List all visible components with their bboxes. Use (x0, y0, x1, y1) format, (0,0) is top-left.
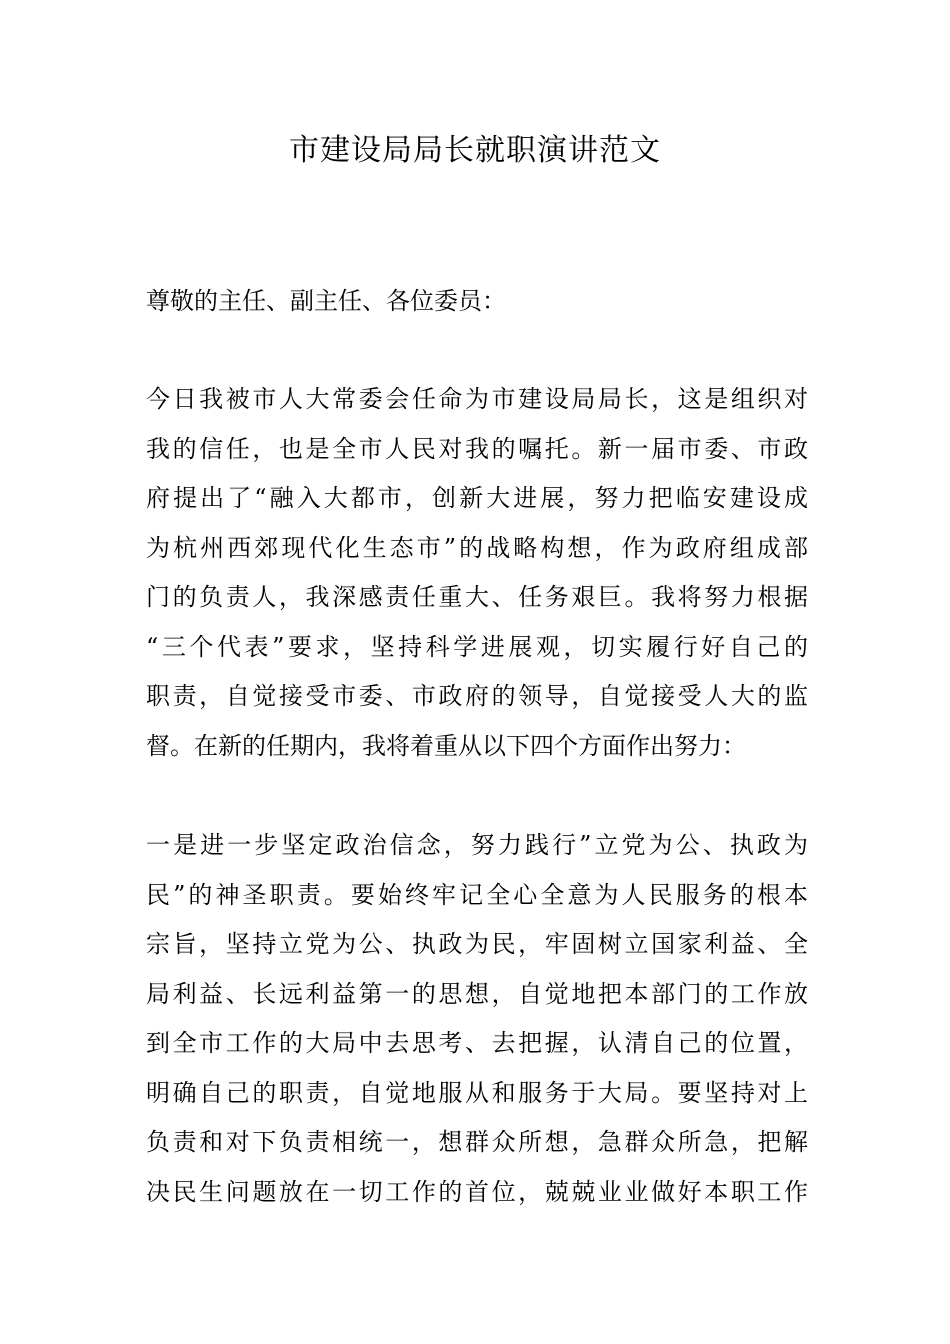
greeting-text: 尊敬的主任、副主任、各位委员： (146, 287, 506, 315)
paragraph-line: 局利益、长远利益第一的思想，自觉地把本部门的工作放 (146, 979, 808, 1008)
paragraph-line: “三个代表”要求，坚持科学进展观，切实履行好自己的 (146, 632, 808, 661)
paragraph-line: 到全市工作的大局中去思考、去把握，认清自己的位置， (146, 1029, 808, 1057)
paragraph-line: 门的负责人，我深感责任重大、任务艰巨。我将努力根据 (146, 583, 808, 611)
greeting-line (146, 277, 808, 327)
paragraph-line: 民”的神圣职责。要始终牢记全心全意为人民服务的根本 (146, 880, 808, 909)
paragraph-line: 府提出了“融入大都市，创新大进展，努力把临安建设成 (146, 484, 808, 512)
document-title: 市建设局局长就职演讲范文 (289, 133, 661, 168)
paragraph-line: 一是进一步坚定政治信念，努力践行”立党为公、执政为 (146, 831, 808, 859)
paragraph-line: 为杭州西郊现代化生态市”的战略构想，作为政府组成部 (146, 533, 808, 562)
paragraph-line: 督。在新的任期内，我将着重从以下四个方面作出努力： (146, 731, 746, 760)
paragraph-line: 明确自己的职责，自觉地服从和服务于大局。要坚持对上 (146, 1078, 808, 1107)
paragraph-line: 今日我被市人大常委会任命为市建设局局长，这是组织对 (146, 385, 808, 413)
paragraph-line: 宗旨，坚持立党为公、执政为民，牢固树立国家利益、全 (146, 930, 808, 958)
paragraph-line: 决民生问题放在一切工作的首位，兢兢业业做好本职工作 (146, 1177, 808, 1206)
paragraph-line: 负责和对下负责相统一，想群众所想，急群众所急，把解 (146, 1128, 808, 1156)
paragraph-2 (146, 821, 808, 1217)
paragraph-line: 职责，自觉接受市委、市政府的领导，自觉接受人大的监 (146, 682, 808, 710)
paragraph-1 (146, 375, 808, 771)
paragraph-line: 我的信任，也是全市人民对我的嘱托。新一届市委、市政 (146, 434, 808, 463)
